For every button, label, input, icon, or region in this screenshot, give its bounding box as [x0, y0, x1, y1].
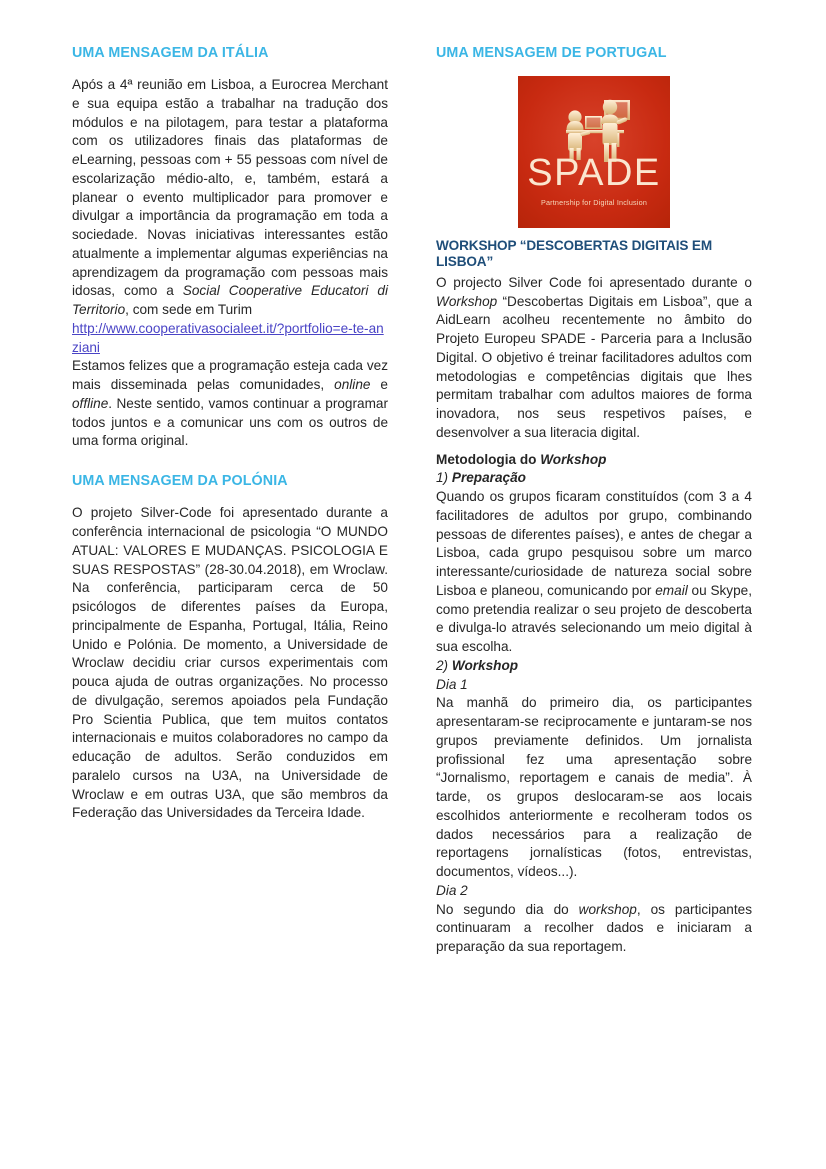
poland-paragraph-1: O projeto Silver-Code foi apresentado durante a conferência internacional de psicologia “O MUNDO ATUAL: VALORES E MUDANÇAS. PSICOLOGIA E SUAS RESPOSTAS” (28-30.04.2018), em Wroclaw. Na conferência, participaram cerca de 50 psicólogos de diferentes países da Europa, principalmente de Espanha, Portugal, Itália, Reino Unido e Polónia. De momento, a Universidade de Wroclaw decidiu criar cursos experimentais com pouca ajuda de outras organizações. No processo de divulgação, seremos apoiados pela Fundação Pro Scientia Publica, que tem muitos contatos internacionais e muitos colaboradores no campo da educação de adultos. Serão conduzidos em paralelo cursos na U3A, na Universidade de Wroclaw e em outras U3A, que são membros da Federação das Universidades da Terceira Idade.: [72, 505, 388, 821]
day-2-label: Dia 2: [436, 882, 468, 898]
spade-logo-image: [518, 76, 670, 228]
cooperativa-portfolio-link[interactable]: http://www.cooperativasocialeet.it/?portfolio=e-te-anziani: [72, 320, 384, 355]
step-1-number: 1): [436, 470, 452, 486]
italy-p2-italic-offline: offline: [72, 395, 109, 411]
day2-italic-workshop: workshop: [578, 901, 637, 917]
italy-p1-italic-cooperative: Social Cooperative Educatori di Territorio: [72, 283, 388, 318]
spade-wordmark: SPADE: [527, 152, 661, 195]
heading-message-from-poland: UMA MENSAGEM DA POLÓNIA: [72, 473, 288, 490]
italy-p2-italic-online: online: [334, 377, 371, 393]
italy-paragraph-1: [72, 76, 388, 320]
step-2-number: 2): [436, 657, 452, 673]
italy-p2-text-b: e: [370, 377, 388, 393]
workshop-p1-text-b: “Descobertas Digitais em Lisboa”, que a AidLearn acolheu recentemente no âmbito do Projeto Europeu SPADE - Parceria para a Inclusão Digital. O objetivo é treinar facilitadores adultos com metodologias e competências digitais que lhes permitam trabalhar com adultos maiores de forma inovadora, nos seus respetivos países, e desenvolver a sua literacia digital.: [436, 293, 752, 440]
spade-logo-container: [436, 76, 752, 228]
workshop-p1-italic-workshop: Workshop: [436, 293, 498, 309]
heading-workshop-descobertas-digitais: WORKSHOP “DESCOBERTAS DIGITAIS EM LISBOA”: [436, 238, 713, 270]
two-column-layout: [72, 45, 754, 957]
methodology-step-1-heading: [436, 469, 752, 488]
italy-p1-italic-elearning: e: [72, 152, 80, 168]
italy-p2-text-a: Estamos felizes que a programação esteja cada vez mais disseminada pelas comunidades,: [72, 358, 388, 393]
methodology-heading: [436, 451, 752, 470]
italy-p1-text-a: Após a 4ª reunião em Lisboa, a Eurocrea Merchant e sua equipa estão a trabalhar na tradução dos módulos e na pilotagem, para testar a plataforma com os utilizadores finais das plataformas de: [72, 77, 388, 149]
step1-text-b: ou Skype, como pretendia realizar o seu projeto de descoberta e divulga-lo através selecionando um meio digital à sua escolha.: [436, 582, 752, 655]
day-1-paragraph: Na manhã do primeiro dia, os participantes apresentaram-se reciprocamente e juntaram-se nos grupos previamente definidos. Um jornalista profissional fez uma apresentação sobre “Jornalismo, reportagem e canais de media”. À tarde, os grupos deslocaram-se aos locais escolhidos anteriormente e recolheram todos os dados necessários para a realização de reportagens jornalísticas (fotos, entrevistas, documentos, vídeos...).: [436, 695, 752, 880]
methodology-step-2-heading: [436, 657, 752, 676]
step-1-label: Preparação: [451, 470, 526, 486]
methodology-heading-italic: Workshop: [540, 451, 607, 467]
left-column: [72, 45, 388, 823]
methodology-heading-plain: Metodologia do: [436, 451, 541, 467]
step1-italic-email: email: [655, 582, 688, 598]
step-2-label: Workshop: [451, 657, 519, 673]
heading-message-from-italy: UMA MENSAGEM DA ITÁLIA: [72, 45, 269, 61]
methodology-step-1-paragraph: [436, 488, 752, 657]
day-2-paragraph: [436, 901, 752, 957]
spade-tagline: Partnership for Digital Inclusion: [540, 198, 648, 208]
day2-text-a: No segundo dia do: [436, 901, 579, 917]
italy-p1-text-c: , com sede em Turim: [125, 302, 253, 318]
day-1-label: Dia 1: [436, 676, 468, 692]
italy-p1-text-b: Learning, pessoas com + 55 pessoas com nível de escolarização médio-alto, e, também, estará a planear o evento multiplicador para promover e divulgar a importância da programação em toda a sociedade. Novas iniciativas interessantes estão atualmente a implementar algumas experiências na aprendizagem da programação com pessoas mais idosas, como a: [72, 152, 388, 299]
italy-paragraph-2: [72, 357, 388, 451]
italy-p2-text-c: . Neste sentido, vamos continuar a programar todos juntos e a comunicar uns com os outros de uma forma original.: [72, 395, 388, 449]
workshop-p1-text-a: O projecto Silver Code foi apresentado durante o: [436, 274, 752, 290]
right-column: [436, 45, 752, 957]
workshop-paragraph-1: [436, 274, 752, 443]
heading-message-from-portugal: UMA MENSAGEM DE PORTUGAL: [436, 45, 667, 61]
day2-text-b: , os participantes continuaram a recolher dados e iniciaram a preparação da sua reportagem.: [436, 901, 753, 955]
step1-text-a: Quando os grupos ficaram constituídos (com 3 a 4 facilitadores de adultos por grupo, combinando pessoas de diferentes países), e antes de chegar a Lisboa, cada grupo pesquisou sobre um marco interessante/curiosidade de natureza social sobre Lisboa e planeou, comunicando por: [436, 489, 752, 598]
